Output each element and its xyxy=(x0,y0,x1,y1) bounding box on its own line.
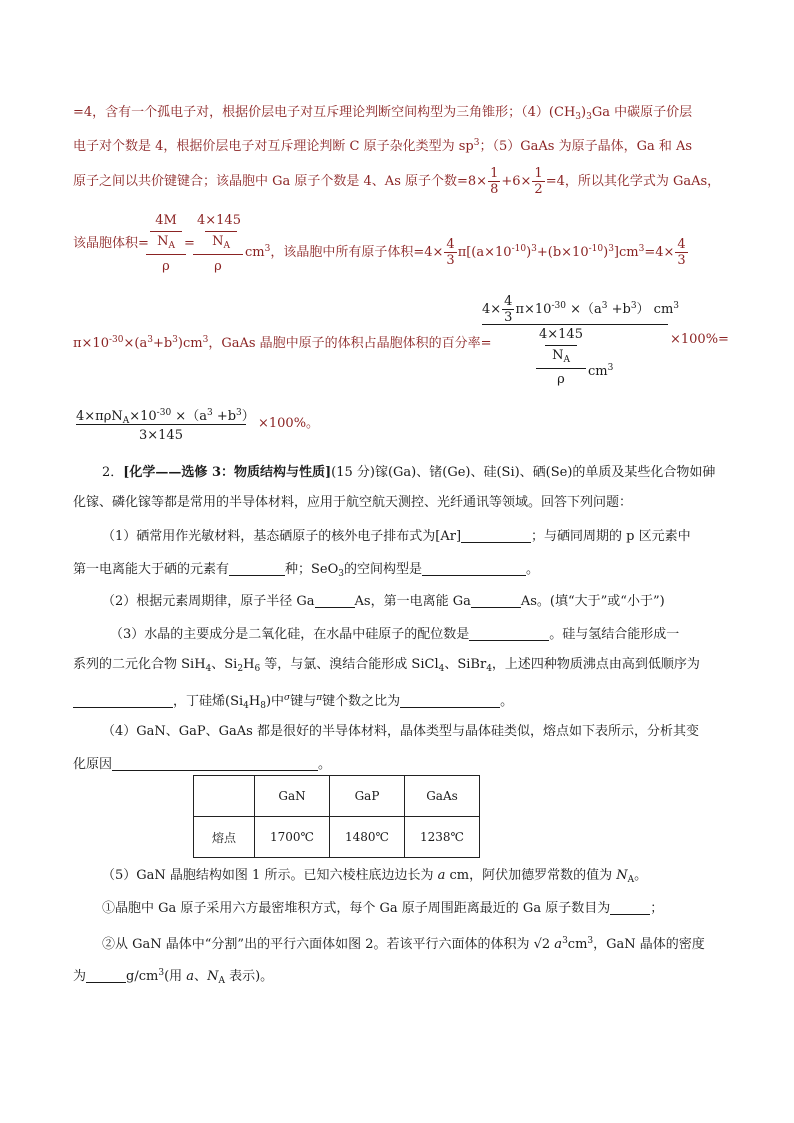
subscript: 8 xyxy=(260,701,266,711)
part-4-line-2 xyxy=(73,756,331,773)
text: +b xyxy=(607,302,631,317)
subscript: 3 xyxy=(575,112,582,122)
text: π×10 xyxy=(515,302,552,317)
denominator: 3 xyxy=(446,253,455,268)
text: （1）硒常用作光敏材料，基态硒原子的核外电子排布式为[Ar] xyxy=(102,529,462,544)
subscript: 4 xyxy=(486,664,492,674)
text: 4×πρN xyxy=(76,409,123,424)
text: As，第一电离能 Ga xyxy=(354,594,471,609)
text: 键个数之比为 xyxy=(322,694,401,709)
text: ×(a xyxy=(123,336,148,351)
numerator: 4 xyxy=(504,294,513,309)
text: ×10 xyxy=(129,409,157,424)
part-3-line-1 xyxy=(110,626,679,643)
text: 为 xyxy=(73,969,87,984)
text: 。 xyxy=(526,562,540,577)
part-3-line-3 xyxy=(73,690,513,714)
question-2-line-1 xyxy=(102,465,715,481)
text: ) xyxy=(581,105,587,120)
subscript: 4 xyxy=(243,701,249,711)
percentage-den-unit xyxy=(588,360,613,380)
percentage-fraction-bar xyxy=(482,324,668,325)
superscript: 3 xyxy=(147,335,153,345)
answer-blank[interactable] xyxy=(86,968,126,983)
text: N xyxy=(552,348,564,363)
superscript: -30 xyxy=(108,335,124,345)
text: 。 xyxy=(318,757,332,772)
question-tag: [化学——选修 3：物质结构与性质] xyxy=(123,465,332,480)
fraction-four-thirds-2 xyxy=(675,238,687,267)
subscript: A xyxy=(218,976,225,986)
text: （3）水晶的主要成分是二氧化硅，在水晶中硅原子的配位数是 xyxy=(110,627,470,642)
text: Ga 中碳原子价层 xyxy=(591,105,693,120)
part-4-line-1: （4）GaN、GaP、GaAs 都是很好的半导体材料，晶体类型与晶体硅类似，熔点如下表所示，分析其变 xyxy=(102,724,699,739)
pi-symbol: π xyxy=(316,693,323,703)
text: （2）根据元素周期律，原子半径 Ga xyxy=(102,594,315,609)
volume-NA-2 xyxy=(205,234,237,254)
text: +6× xyxy=(501,174,532,189)
volume-NA xyxy=(150,234,182,254)
sigma-symbol: σ xyxy=(284,693,291,703)
percentage-den-NA xyxy=(545,348,577,368)
table-row-label: 熔点 xyxy=(194,817,255,858)
superscript: 3 xyxy=(172,335,178,345)
text: N xyxy=(212,234,224,249)
result-tail: ×100%。 xyxy=(258,416,320,431)
text: )中 xyxy=(265,694,285,709)
text: +b xyxy=(152,336,173,351)
text: As。(填“大于”或“小于”) xyxy=(520,594,665,609)
text: cm，阿伏加德罗常数的值为 xyxy=(445,868,617,883)
text: ) xyxy=(526,245,532,260)
solution-line-3 xyxy=(73,162,720,202)
text: 第一电离能大于硒的元素有 xyxy=(73,562,230,577)
text: 。 xyxy=(500,694,514,709)
text: ，上述四种物质沸点由高到低顺序为 xyxy=(491,657,700,672)
text: 4× xyxy=(482,302,502,317)
superscript: 3 xyxy=(473,138,480,148)
variable-a: a xyxy=(437,868,446,883)
answer-blank[interactable] xyxy=(610,900,650,915)
text: ，该晶胞中所有原子体积=4× xyxy=(270,245,444,260)
solution-line-2 xyxy=(73,135,692,155)
text: 键与 xyxy=(290,694,317,709)
denominator: 3 xyxy=(677,253,686,268)
text: ×（a xyxy=(565,302,602,317)
answer-blank[interactable] xyxy=(469,626,549,641)
question-2-line-2: 化镓、磷化镓等都是常用的半导体材料，应用于航空航天测控、光纤通讯等领域。回答下列问题： xyxy=(73,495,633,510)
fraction-bar xyxy=(205,231,237,232)
table-header-cell xyxy=(194,776,255,817)
text: cm xyxy=(588,364,608,379)
part-3-line-2 xyxy=(73,657,700,677)
percentage-den-4x145: 4×145 xyxy=(539,327,583,342)
part-2 xyxy=(102,593,665,610)
text: (15 分)镓(Ga)、锗(Ge)、硅(Si)、硒(Se)的单质及某些化合物如砷 xyxy=(331,465,716,480)
subscript: 4 xyxy=(205,664,212,674)
answer-blank[interactable] xyxy=(229,561,285,576)
text: 系列的二元化合物 SiH xyxy=(73,657,206,672)
sqrt-2: √2 xyxy=(533,937,551,952)
numerator: 4 xyxy=(446,237,455,252)
table-header-cell: GaAs xyxy=(405,776,480,817)
table-header-cell: GaN xyxy=(255,776,330,817)
subscript: 3 xyxy=(586,112,592,122)
fraction-one-eighth xyxy=(488,167,500,196)
part-5-q2-line-1 xyxy=(102,933,705,953)
text: +(b×10 xyxy=(536,245,589,260)
answer-blank[interactable] xyxy=(422,561,526,576)
superscript: 3 xyxy=(206,408,213,418)
fraction-four-thirds-3 xyxy=(502,295,514,324)
superscript: 3 xyxy=(158,968,165,978)
fraction-one-half xyxy=(532,167,544,196)
text: 表示)。 xyxy=(224,969,274,984)
solution-line-1 xyxy=(73,105,692,125)
superscript: 3 xyxy=(630,301,637,311)
numerator: 1 xyxy=(490,166,499,181)
variable-a: a xyxy=(186,969,195,984)
table-header-row xyxy=(194,776,480,817)
variable-NA: N xyxy=(616,868,628,883)
fraction-bar xyxy=(545,345,577,346)
subscript: 4 xyxy=(438,664,445,674)
equals: = xyxy=(184,236,195,251)
melting-point-table xyxy=(193,775,480,858)
superscript: 3 xyxy=(673,301,680,311)
superscript: 3 xyxy=(264,244,271,254)
superscript: 3 xyxy=(531,244,537,254)
part-5-line-1 xyxy=(102,868,647,888)
volume-rho-2: ρ xyxy=(214,259,222,274)
text: ； xyxy=(650,901,664,916)
text: =4，含有一个孤电子对，根据价层电子对互斥理论判断空间构型为三角锥形；（4）(CH xyxy=(73,105,576,120)
answer-blank[interactable] xyxy=(73,693,173,708)
table-cell: 1238℃ xyxy=(405,817,480,858)
result-numerator xyxy=(76,405,255,429)
part-5-q1 xyxy=(102,900,663,917)
subscript: A xyxy=(168,241,175,251)
text: ） cm xyxy=(636,302,674,317)
superscript: -10 xyxy=(511,244,527,254)
superscript: 3 xyxy=(202,335,209,345)
subscript: 6 xyxy=(254,664,261,674)
solution-volume-tail xyxy=(245,229,689,273)
text: 种；SeO xyxy=(285,562,339,577)
question-number: 2． xyxy=(102,465,124,480)
text: ) xyxy=(603,245,609,260)
subscript: A xyxy=(223,241,230,251)
text: ×（a xyxy=(171,409,207,424)
table-row xyxy=(194,817,480,858)
text: ，丁硅烯(Si xyxy=(173,694,244,709)
text: 化原因 xyxy=(73,757,113,772)
superscript: 3 xyxy=(236,408,242,418)
subscript: 3 xyxy=(338,569,345,579)
part-5-q2-line-2 xyxy=(73,965,273,989)
answer-blank[interactable] xyxy=(471,593,521,608)
fraction-bar-main xyxy=(146,254,186,255)
superscript: -30 xyxy=(156,408,172,418)
superscript: 3 xyxy=(607,363,614,373)
text: 、SiBr xyxy=(444,657,487,672)
answer-blank[interactable] xyxy=(315,593,355,608)
text: =4，所以其化学式为 GaAs， xyxy=(545,174,721,189)
subscript: 2 xyxy=(237,664,244,674)
text: +b xyxy=(212,409,237,424)
cell-volume-label: 该晶胞体积= xyxy=(73,236,149,251)
text: ；（5）GaAs 为原子晶体，Ga 和 As xyxy=(479,139,693,154)
superscript: 3 xyxy=(638,244,645,254)
subscript: A xyxy=(627,875,635,885)
denominator: 2 xyxy=(534,182,543,197)
text: g/cm xyxy=(126,969,159,984)
text: 的空间构型是 xyxy=(344,562,423,577)
text: ；与硒同周期的 p 区元素中 xyxy=(531,529,691,544)
subscript: A xyxy=(122,416,130,426)
table-header-cell: GaP xyxy=(330,776,405,817)
times-100-percent: ×100%= xyxy=(670,332,729,347)
text: 电子对个数是 4，根据价层电子对互斥理论判断 C 原子杂化类型为 sp xyxy=(73,139,474,154)
volume-rho: ρ xyxy=(162,259,170,274)
answer-blank[interactable] xyxy=(400,693,500,708)
fraction-bar-main xyxy=(536,368,586,369)
superscript: 3 xyxy=(562,936,568,946)
result-fraction-bar xyxy=(76,424,246,425)
text: ，GaN 晶体的密度 xyxy=(593,937,705,952)
fraction-bar-main xyxy=(193,254,243,255)
text: =4× xyxy=(644,245,675,260)
text: π×10 xyxy=(73,336,109,351)
text: ]cm xyxy=(613,245,639,260)
text: 、 xyxy=(194,969,208,984)
result-denominator: 3×145 xyxy=(139,428,183,443)
text: （5）GaN 晶胞结构如图 1 所示。已知六棱柱底边边长为 xyxy=(102,868,438,883)
text: H xyxy=(243,657,255,672)
text: 。 xyxy=(634,868,648,883)
volume-4x145: 4×145 xyxy=(197,213,241,228)
superscript: -30 xyxy=(551,301,566,311)
superscript: 3 xyxy=(587,936,594,946)
denominator: 8 xyxy=(490,182,499,197)
subscript: A xyxy=(563,355,570,365)
volume-4M: 4M xyxy=(155,213,177,228)
table-cell: 1480℃ xyxy=(330,817,405,858)
variable-a: a xyxy=(550,937,563,952)
text: N xyxy=(157,234,169,249)
text: ，GaAs 晶胞中原子的体积占晶胞体积的百分率= xyxy=(208,336,492,351)
text: H xyxy=(248,694,261,709)
superscript: 3 xyxy=(608,244,614,254)
text: 、Si xyxy=(211,657,238,672)
text: 等，与氯、溴结合能形成 SiCl xyxy=(260,657,439,672)
text: π[(a×10 xyxy=(457,245,512,260)
text: cm xyxy=(245,245,265,260)
variable-NA: N xyxy=(207,969,219,984)
text: ②从 GaN 晶体中“分割”出的平行六面体如图 2。若该平行六面体的体积为 xyxy=(102,937,534,952)
text: ①晶胞中 Ga 原子采用六方最密堆积方式，每个 Ga 原子周围距离最近的 Ga 原子数目为 xyxy=(102,901,611,916)
text: )cm xyxy=(177,336,203,351)
text: cm xyxy=(567,937,588,952)
percentage-den-rho: ρ xyxy=(557,372,565,387)
solution-percentage-lead xyxy=(73,332,492,352)
numerator: 4 xyxy=(677,237,686,252)
superscript: 3 xyxy=(601,301,608,311)
numerator: 1 xyxy=(534,166,543,181)
text: (用 xyxy=(164,969,187,984)
fraction-bar xyxy=(150,231,182,232)
answer-blank[interactable] xyxy=(112,756,318,771)
text: ） xyxy=(241,409,255,424)
part-1-line-2 xyxy=(73,561,539,582)
part-1-line-1 xyxy=(102,528,691,545)
answer-blank[interactable] xyxy=(461,528,531,543)
text: 。硅与氢结合能形成一 xyxy=(549,627,680,642)
table-cell: 1700℃ xyxy=(255,817,330,858)
denominator: 3 xyxy=(504,310,513,325)
fraction-four-thirds xyxy=(444,238,456,267)
superscript: -10 xyxy=(588,244,604,254)
text: 原子之间以共价键键合；该晶胞中 Ga 原子个数是 4、As 原子个数=8× xyxy=(73,174,488,189)
